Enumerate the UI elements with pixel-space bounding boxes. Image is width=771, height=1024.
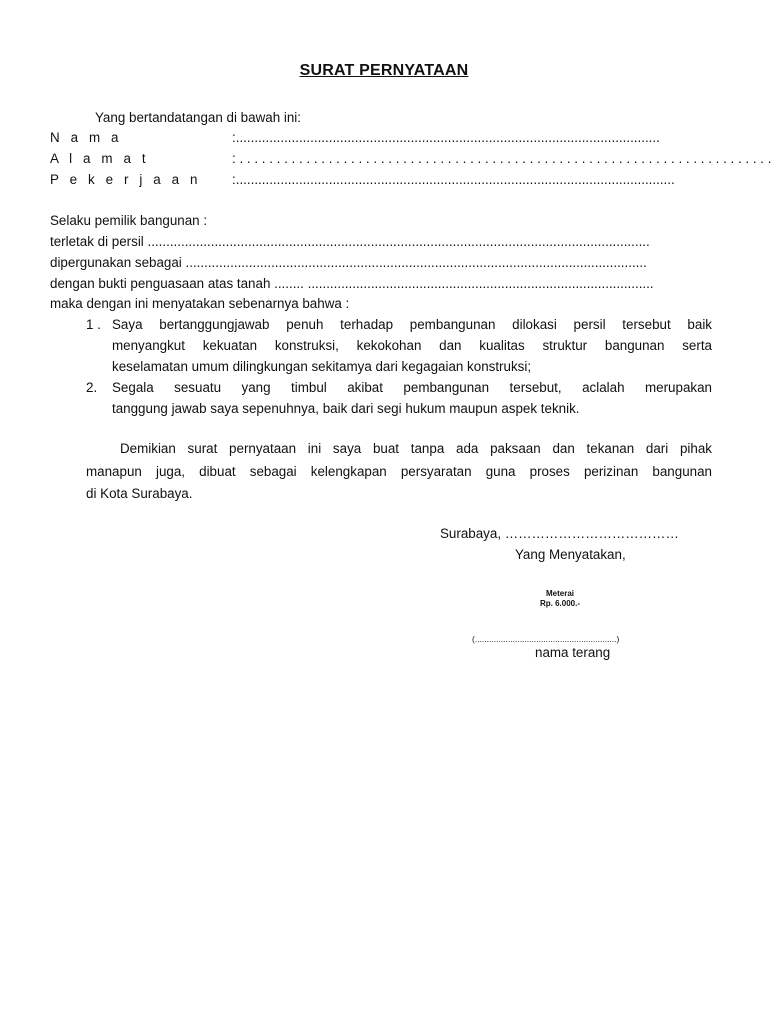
nama-value: :.................................................................................................................. [232, 130, 660, 145]
pekerjaan-label: P e k e r j a a n [50, 172, 202, 187]
item-line: Segala sesuatu yang timbul akibat pembangunan tersebut, aclalah merupakan [112, 380, 712, 395]
owner-proof: dengan bukti penguasaan atas tanah ........ ............................................................................................. [50, 276, 654, 291]
document-title: SURAT PERNYATAAN [299, 62, 469, 79]
nama-label: N a m a [50, 130, 123, 145]
item-line: menyangkut kekuatan konstruksi, kekokohan dan kualitas struktur bangunan serta [112, 338, 712, 353]
item-line: Saya bertanggungjawab penuh terhadap pembangunan dilokasi persil tersebut baik [112, 317, 712, 332]
alamat-label: A l a m a t [50, 151, 150, 166]
item-number: 1 . [86, 317, 101, 332]
closing-line: manapun juga, dibuat sebagai kelengkapan persyaratan guna proses perizinan bangunan [86, 464, 712, 479]
pekerjaan-value: :...................................................................................................................... [232, 172, 675, 187]
closing-line: di Kota Surabaya. [86, 486, 193, 501]
owner-persil: terletak di persil ....................................................................................................................................... [50, 234, 650, 249]
owner-use: dipergunakan sebagai ............................................................................................................................ [50, 255, 647, 270]
name-caption: nama terang [535, 645, 611, 660]
meterai-value: Rp. 6.000.- [539, 599, 580, 608]
place-date: Surabaya, ………………………………… [440, 526, 679, 541]
closing-line: Demikian surat pernyataan ini saya buat tanpa ada paksaan dan tekanan dari pihak [120, 441, 712, 456]
owner-declare: maka dengan ini menyatakan sebenarnya bahwa : [50, 296, 350, 311]
item-line: keselamatan umum dilingkungan sekitamya dari kegagaian konstruksi; [112, 359, 532, 374]
declarer-label: Yang Menyatakan, [515, 547, 626, 562]
owner-header: Selaku pemilik bangunan : [50, 213, 208, 228]
name-blank: (............................................................) [472, 634, 620, 644]
item-line: tanggung jawab saya sepenuhnya, baik dari segi hukum maupun aspek teknik. [112, 401, 580, 416]
item-number: 2. [86, 380, 98, 395]
meterai-label: Meterai [545, 589, 574, 598]
alamat-value: : . . . . . . . . . . . . . . . . . . . . . . . . . . . . . . . . . . . . . . . . . . . . . . . . . . . . . . . . . . . . . . . . . . . . . . . . [232, 151, 771, 166]
intro-text: Yang bertandatangan di bawah ini: [95, 110, 301, 125]
